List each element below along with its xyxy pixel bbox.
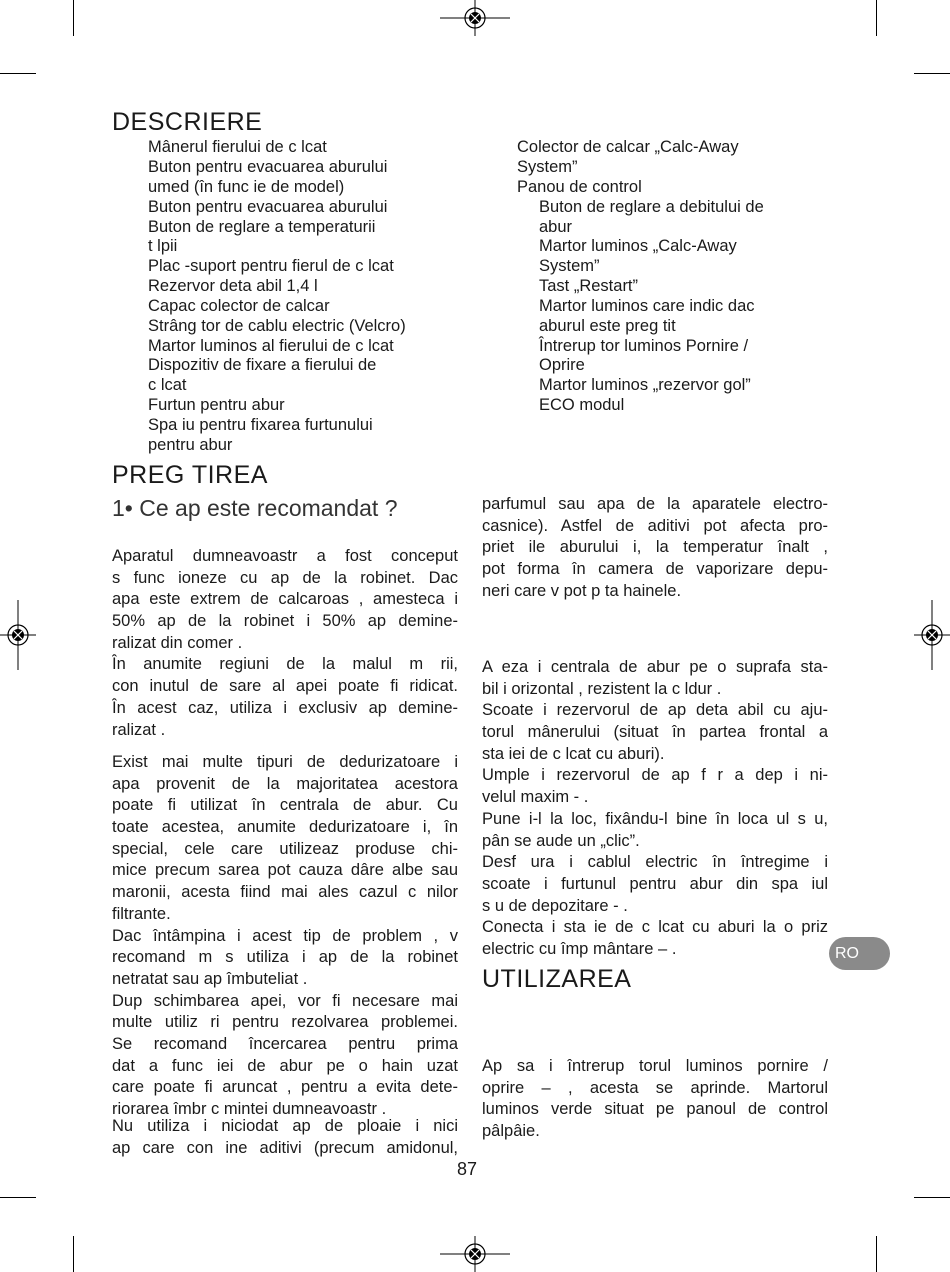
text-line: electric cu împ mântare – . <box>482 939 677 958</box>
description-item: Întrerup tor luminos Pornire / <box>539 337 749 355</box>
registration-mark-icon <box>914 600 950 670</box>
crop-mark <box>914 73 950 74</box>
text-line: riorarea îmbr c mintei dumneavoastr . <box>112 1100 387 1118</box>
description-item: Martor luminos al fierului de c lcat <box>148 337 394 355</box>
paragraph-setup-steps <box>482 657 828 961</box>
description-item: Colector de calcar „Calc-Away <box>517 138 739 156</box>
text-line: special, cele care utilizeaz produse chi- <box>112 839 458 858</box>
text-line: con inutul de sare al apei poate fi ridicat. <box>112 677 458 696</box>
text-line: apa provenit de la majoritatea acestora <box>112 774 458 793</box>
text-line: pot forma în camera de vaporizare depu- <box>482 560 828 579</box>
text-line: pân se aude un „clic”. <box>482 831 640 850</box>
text-line: sta iei de c lcat cu aburi). <box>482 744 665 763</box>
text-line: oprire – , acesta se aprinde. Martorul <box>482 1078 828 1097</box>
description-item: umed (în func ie de model) <box>148 178 345 196</box>
text-line: În anumite regiuni de la malul m rii, <box>112 655 458 674</box>
text-line: multe utiliz ri pentru rezolvarea problemei. <box>112 1013 458 1032</box>
description-item: pentru abur <box>148 436 233 454</box>
description-item: Martor luminos „Calc-Away <box>539 237 737 255</box>
language-tab: RO <box>829 937 890 970</box>
description-item: Buton de reglare a debitului de <box>539 198 764 216</box>
text-line: mice precum sarea pot cauza dâre albe sau <box>112 861 458 880</box>
text-line: Aparatul dumneavoastr a fost conceput <box>112 547 458 565</box>
subheading-water: 1• Ce ap este recomandat ? <box>112 495 398 521</box>
description-item: System” <box>517 158 578 176</box>
description-item: Spa iu pentru fixarea furtunului <box>148 416 373 434</box>
description-item: Buton pentru evacuarea aburului <box>148 158 388 176</box>
text-line: filtrante. <box>112 904 171 923</box>
text-line: Pune i-l la loc, fixându-l bine în loca ul s u, <box>482 809 828 828</box>
text-line: care poate fi aruncat , pentru a evita dete- <box>112 1078 458 1097</box>
text-line: A eza i centrala de abur pe o suprafa sta- <box>482 658 828 676</box>
description-item: Capac colector de calcar <box>148 297 330 315</box>
text-line: ap care con ine aditivi (precum amidonul, <box>112 1138 458 1157</box>
description-item: aburul este preg tit <box>539 317 676 335</box>
text-line: poate fi utilizat în centrala de abur. Cu <box>112 796 458 815</box>
crop-mark <box>876 0 877 36</box>
text-line: Desf ura i cablul electric în întregime i <box>482 853 828 872</box>
text-line: dat a func iei de abur pe o hain uzat <box>112 1056 458 1075</box>
registration-mark-icon <box>440 0 510 36</box>
description-item: abur <box>539 218 573 236</box>
description-item: Panou de control <box>517 178 642 196</box>
crop-mark <box>876 1236 877 1272</box>
description-item: Strâng tor de cablu electric (Velcro) <box>148 317 406 335</box>
crop-mark <box>0 73 36 74</box>
paragraph-power-on <box>482 1056 828 1143</box>
text-line: velul maxim - . <box>482 788 589 807</box>
text-line: neri care v pot p ta hainele. <box>482 581 682 600</box>
crop-mark <box>73 0 74 36</box>
description-item: Martor luminos care indic dac <box>539 297 755 315</box>
description-item: Oprire <box>539 356 585 374</box>
text-line: recomand m s utiliza i ap de la robinet <box>112 948 458 967</box>
text-line: torul mânerului (situat în partea frontal a <box>482 723 828 742</box>
registration-mark-icon <box>440 1236 510 1272</box>
section-heading-utilizarea: UTILIZAREA <box>482 965 632 993</box>
description-item: Buton de reglare a temperaturii <box>148 218 376 236</box>
text-line: Exist mai multe tipuri de dedurizatoare i <box>112 753 458 771</box>
text-line: Dup schimbarea apei, vor fi necesare mai <box>112 991 458 1010</box>
text-line: Dac întâmpina i acest tip de problem , v <box>112 926 458 945</box>
text-line: casnice). Astfel de aditivi pot afecta pro- <box>482 516 828 535</box>
text-line: Conecta i sta ie de c lcat cu aburi la o priz <box>482 918 828 937</box>
text-line: Scoate i rezervorul de ap deta abil cu aju- <box>482 701 828 720</box>
text-line: bil i orizontal , rezistent la c ldur . <box>482 679 722 698</box>
text-line: scoate i furtunul pentru abur din spa iul <box>482 874 828 893</box>
crop-mark <box>73 1236 74 1272</box>
description-item: Rezervor deta abil 1,4 l <box>148 277 318 295</box>
description-item: Dispozitiv de fixare a fierului de <box>148 356 377 374</box>
text-line: ralizat din comer . <box>112 633 243 652</box>
page-number: 87 <box>457 1159 478 1179</box>
text-line: Nu utiliza i niciodat ap de ploaie i nici <box>112 1117 458 1135</box>
paragraph-tap-water <box>112 546 458 741</box>
text-line: parfumul sau apa de la aparatele electro- <box>482 495 828 513</box>
text-line: apa este extrem de calcaroas , amesteca i <box>112 590 458 609</box>
text-line: luminos verde situat pe panoul de control <box>482 1100 828 1119</box>
text-line: Ap sa i întrerup torul luminos pornire / <box>482 1057 828 1075</box>
paragraph-softeners <box>112 752 458 1121</box>
description-item: t lpii <box>148 237 178 255</box>
description-item: ECO modul <box>539 396 625 414</box>
description-item: Martor luminos „rezervor gol” <box>539 376 751 394</box>
text-line: priet ile aburului i, la temperatur înalt , <box>482 538 828 557</box>
text-line: netratat sau ap îmbuteliat . <box>112 969 308 988</box>
text-line: ralizat . <box>112 720 166 739</box>
description-item: Tast „Restart” <box>539 277 639 295</box>
text-line: pâlpâie. <box>482 1122 540 1141</box>
text-line: În acest caz, utiliza i exclusiv ap demine- <box>112 698 458 717</box>
text-line: s func ioneze cu ap de la robinet. Dac <box>112 568 458 587</box>
section-heading-descriere: DESCRIERE <box>112 108 263 136</box>
description-item: c lcat <box>148 376 187 394</box>
description-item: Buton pentru evacuarea aburului <box>148 198 388 216</box>
paragraph-additives <box>482 494 828 602</box>
text-line: 50% ap de la robinet i 50% ap demine- <box>112 612 458 631</box>
description-item: Plac -suport pentru fierul de c lcat <box>148 257 394 275</box>
crop-mark <box>914 1197 950 1198</box>
crop-mark <box>0 1197 36 1198</box>
description-item: Mânerul fierului de c lcat <box>148 138 327 156</box>
text-line: s u de depozitare - . <box>482 896 628 915</box>
text-line: toate acestea, anumite dedurizatoare i, în <box>112 818 458 837</box>
registration-mark-icon <box>0 600 36 670</box>
text-line: Se recomand încercarea pentru prima <box>112 1034 458 1053</box>
description-item: Furtun pentru abur <box>148 396 285 414</box>
text-line: maronii, acesta fiind mai ales cazul c nilor <box>112 883 458 902</box>
section-heading-pregatirea: PREG TIREA <box>112 461 268 489</box>
paragraph-rainwater <box>112 1116 458 1159</box>
description-item: System” <box>539 257 600 275</box>
text-line: Umple i rezervorul de ap f r a dep i ni- <box>482 766 828 785</box>
